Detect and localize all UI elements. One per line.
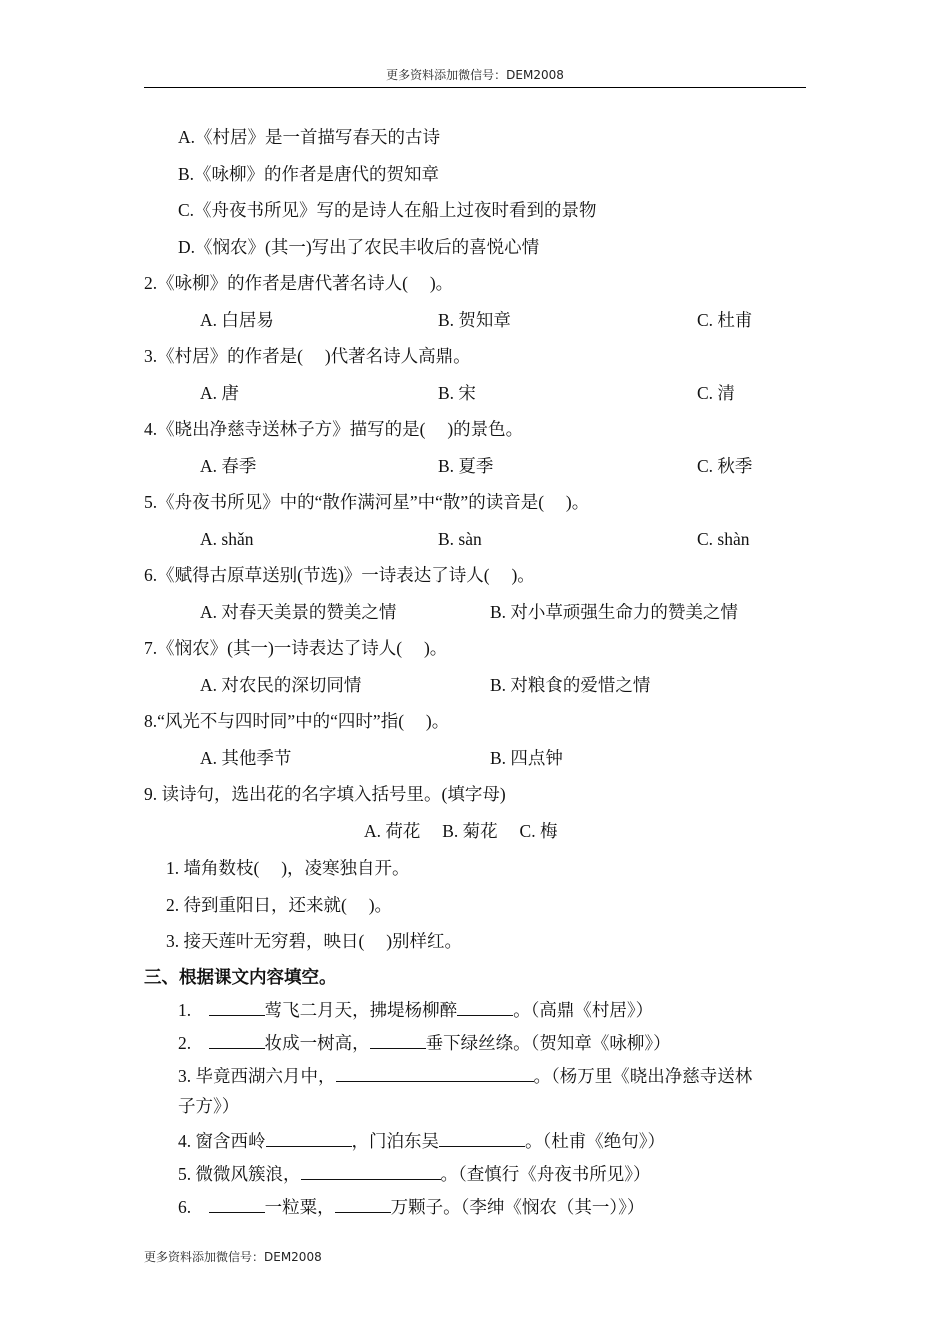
fill-text: 妆成一树高，: [264, 1033, 370, 1053]
page-footer: 更多资料添加微信号：DEM2008: [144, 1250, 322, 1264]
fill-line-4: [178, 1128, 665, 1153]
q5-option-c: C. shàn: [697, 529, 750, 549]
fill-blank[interactable]: [209, 1030, 265, 1049]
q3-option-a: A. 唐: [200, 383, 239, 403]
fill-text: 一粒粟，: [264, 1197, 335, 1217]
q5-option-a: A. shǎn: [200, 529, 254, 549]
fill-text: 3. 毕竟西湖六月中，: [178, 1066, 336, 1086]
q2-stem: 2.《咏柳》的作者是唐代著名诗人( )。: [144, 273, 454, 293]
fill-text: 4. 窗含西岭: [178, 1131, 266, 1151]
fill-text: 。（查慎行《舟夜书所见》）: [440, 1164, 651, 1184]
fill-number: 1.: [178, 1000, 209, 1020]
fill-blank[interactable]: [209, 997, 265, 1016]
q2-option-a: A. 白居易: [200, 310, 274, 330]
fill-text: ，门泊东吴: [351, 1131, 439, 1151]
page-header: 更多资料添加微信号：DEM2008: [386, 68, 564, 82]
q3-option-b: B. 宋: [438, 383, 476, 403]
fill-line-5: [178, 1161, 651, 1186]
fill-blank[interactable]: [335, 1194, 391, 1213]
q9-stem: 9. 读诗句，选出花的名字填入括号里。(填字母): [144, 784, 506, 804]
fill-text: 。（高鼎《村居》）: [513, 1000, 654, 1020]
fill-number: 2.: [178, 1033, 209, 1053]
fill-blank[interactable]: [209, 1194, 265, 1213]
fill-text: 垂下绿丝绦。（贺知章《咏柳》）: [425, 1033, 671, 1053]
q6-stem: 6.《赋得古原草送别(节选)》一诗表达了诗人( )。: [144, 565, 535, 585]
q6-option-a: A. 对春天美景的赞美之情: [200, 602, 397, 622]
q3-option-c: C. 清: [697, 383, 735, 403]
q1-option-b: B.《咏柳》的作者是唐代的贺知章: [178, 164, 440, 184]
fill-blank[interactable]: [266, 1128, 352, 1147]
q8-stem: 8.“风光不与四时同”中的“四时”指( )。: [144, 711, 450, 731]
fill-text: 。（杨万里《晓出净慈寺送林: [533, 1066, 753, 1086]
fill-blank[interactable]: [457, 997, 513, 1016]
fill-text: 5. 微微风簇浪，: [178, 1164, 301, 1184]
fill-text: 莺飞二月天，拂堤杨柳醉: [264, 1000, 458, 1020]
fill-blank[interactable]: [370, 1030, 426, 1049]
q9-choices: A. 荷花 B. 菊花 C. 梅: [364, 821, 558, 841]
header-divider: [144, 87, 806, 88]
section3-title: 三、根据课文内容填空。: [144, 967, 337, 987]
q7-stem: 7.《悯农》(其一)一诗表达了诗人( )。: [144, 638, 448, 658]
q9-item-2: 2. 待到重阳日，还来就( )。: [166, 895, 393, 915]
q1-option-d: D.《悯农》(其一)写出了农民丰收后的喜悦心情: [178, 237, 540, 257]
fill-text: 。（杜甫《绝句》）: [525, 1131, 665, 1151]
q2-option-b: B. 贺知章: [438, 310, 511, 330]
q9-item-3: 3. 接天莲叶无穷碧，映日( )别样红。: [166, 931, 463, 951]
fill-line-3: [178, 1063, 752, 1088]
fill-text: 万颗子。（李绅《悯农（其一）》）: [390, 1197, 645, 1217]
fill-blank[interactable]: [336, 1063, 534, 1082]
fill-line-2: [178, 1030, 671, 1055]
q4-option-c: C. 秋季: [697, 456, 753, 476]
q1-option-c: C.《舟夜书所见》写的是诗人在船上过夜时看到的景物: [178, 200, 597, 220]
fill-line-6: [178, 1194, 644, 1219]
q7-option-b: B. 对粮食的爱惜之情: [490, 675, 651, 695]
fill-line-3-cont: 子方》）: [178, 1096, 240, 1116]
q9-item-1: 1. 墙角数枝( )，凌寒独自开。: [166, 858, 410, 878]
fill-blank[interactable]: [439, 1128, 525, 1147]
q2-option-c: C. 杜甫: [697, 310, 753, 330]
q1-option-a: A.《村居》是一首描写春天的古诗: [178, 127, 441, 147]
fill-line-1: [178, 997, 653, 1022]
q3-stem: 3.《村居》的作者是( )代著名诗人高鼎。: [144, 346, 471, 366]
q5-stem: 5.《舟夜书所见》中的“散作满河星”中“散”的读音是( )。: [144, 492, 590, 512]
q8-option-b: B. 四点钟: [490, 748, 563, 768]
q4-stem: 4.《晓出净慈寺送林子方》描写的是( )的景色。: [144, 419, 524, 439]
fill-number: 6.: [178, 1197, 209, 1217]
q7-option-a: A. 对农民的深切同情: [200, 675, 362, 695]
q4-option-b: B. 夏季: [438, 456, 494, 476]
q5-option-b: B. sàn: [438, 529, 482, 549]
q4-option-a: A. 春季: [200, 456, 257, 476]
q6-option-b: B. 对小草顽强生命力的赞美之情: [490, 602, 738, 622]
fill-blank[interactable]: [301, 1161, 441, 1180]
q8-option-a: A. 其他季节: [200, 748, 292, 768]
